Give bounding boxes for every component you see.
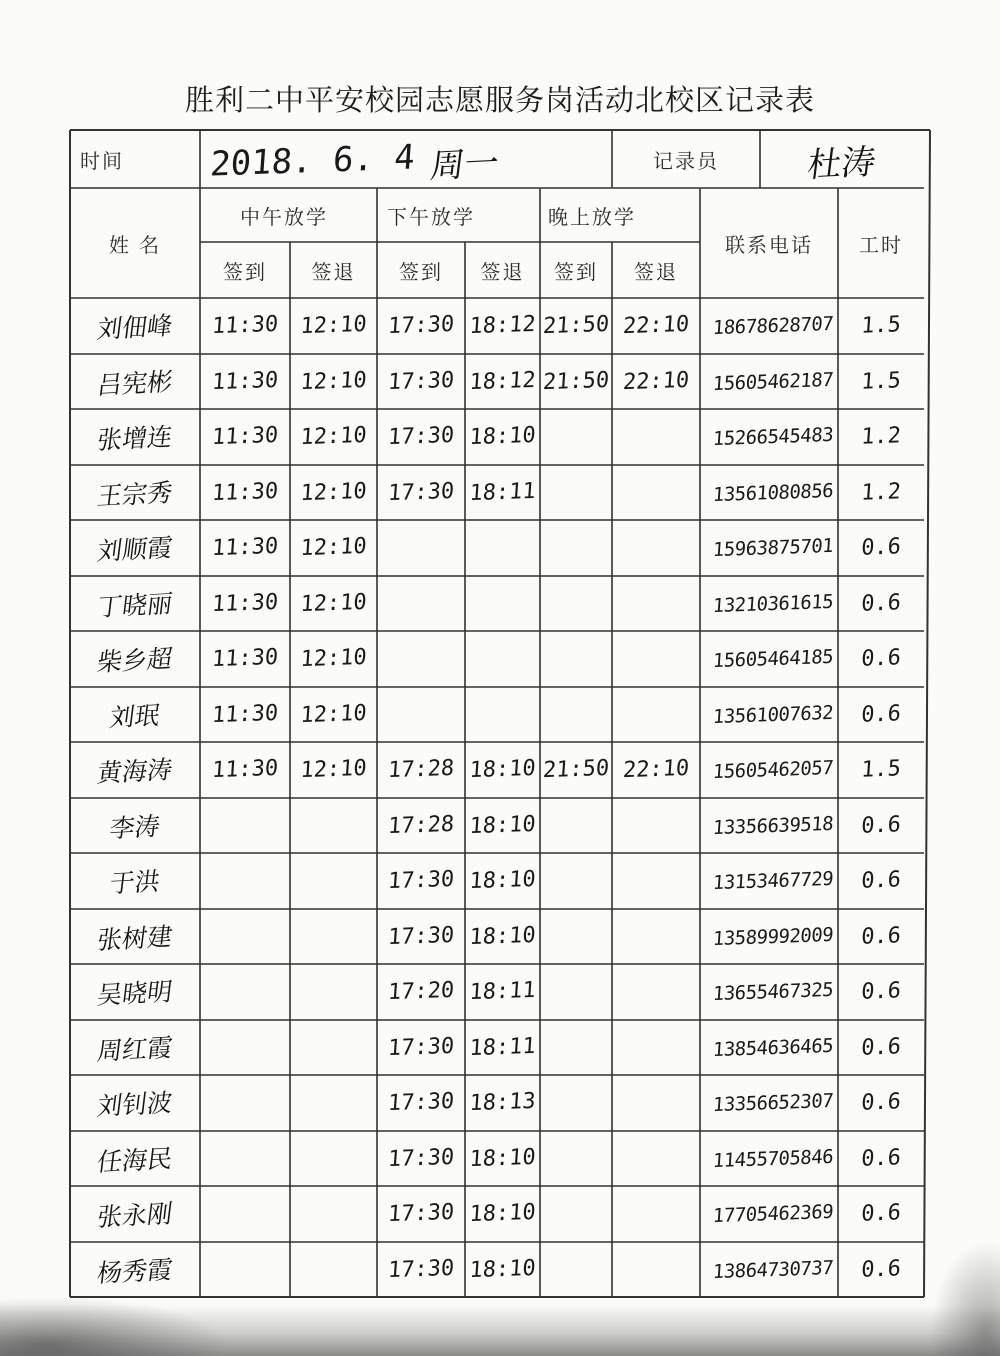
cell-time: 11:30 xyxy=(211,589,279,617)
cell-time: 21:50 xyxy=(542,312,610,340)
cell-name: 张树建 xyxy=(95,921,175,955)
cell-phone: 13561007632 xyxy=(712,701,834,728)
cell-time: 18:10 xyxy=(468,922,537,950)
cell-time: 18:10 xyxy=(468,1144,537,1172)
cell-time: 12:10 xyxy=(299,756,368,784)
column-sign-in: 签到 xyxy=(223,259,267,284)
cell-phone: 15605462057 xyxy=(712,756,834,783)
cell-phone: 15605464185 xyxy=(712,645,834,672)
cell-name: 刘珉 xyxy=(108,699,162,732)
cell-name: 刘钊波 xyxy=(95,1087,175,1121)
cell-name: 吴晓明 xyxy=(95,976,175,1010)
cell-time: 11:30 xyxy=(211,645,279,673)
cell-time: 22:10 xyxy=(622,312,690,340)
cell-time: 11:30 xyxy=(211,367,279,395)
cell-name: 李涛 xyxy=(108,810,162,843)
column-sign-out: 签退 xyxy=(634,259,678,284)
cell-time: 17:30 xyxy=(387,1144,455,1172)
cell-phone: 13356639518 xyxy=(712,812,834,839)
column-sign-out: 签退 xyxy=(480,259,525,284)
cell-hours: 0.6 xyxy=(860,867,902,894)
cell-time: 17:28 xyxy=(387,756,455,784)
column-hours: 工时 xyxy=(859,232,903,257)
cell-name: 黄海涛 xyxy=(95,754,175,788)
cell-hours: 0.6 xyxy=(860,978,902,1005)
cell-phone: 11455705846 xyxy=(712,1145,834,1172)
cell-name: 吕宪彬 xyxy=(95,366,175,400)
recorder-label: 记录员 xyxy=(653,148,719,173)
cell-time: 12:10 xyxy=(299,645,368,673)
cell-time: 12:10 xyxy=(299,534,368,562)
cell-hours: 1.2 xyxy=(860,479,902,506)
cell-time: 22:10 xyxy=(622,367,690,395)
cell-time: 21:50 xyxy=(542,367,610,395)
cell-name: 刘顺霞 xyxy=(95,532,175,566)
cell-hours: 0.6 xyxy=(860,590,902,617)
cell-time: 17:28 xyxy=(387,811,455,839)
cell-name: 丁晓丽 xyxy=(95,588,175,622)
cell-phone: 13655467325 xyxy=(712,978,834,1005)
cell-time: 11:30 xyxy=(211,700,279,728)
cell-time: 12:10 xyxy=(299,589,368,617)
cell-hours: 1.2 xyxy=(860,423,902,450)
column-noon: 中午放学 xyxy=(240,204,328,229)
cell-time: 18:11 xyxy=(468,978,537,1006)
cell-time: 17:30 xyxy=(387,1089,455,1117)
recorder-value: 杜涛 xyxy=(805,141,878,186)
cell-time: 12:10 xyxy=(299,478,368,506)
cell-time: 11:30 xyxy=(211,312,279,340)
column-evening: 晚上放学 xyxy=(548,204,636,229)
cell-phone: 13864730737 xyxy=(712,1256,834,1283)
cell-phone: 13561080856 xyxy=(712,479,834,506)
column-sign-in: 签到 xyxy=(554,259,598,284)
cell-time: 12:10 xyxy=(299,367,368,395)
cell-phone: 15266545483 xyxy=(712,423,834,450)
date-value: 2018. 6. 4 xyxy=(208,137,417,185)
cell-time: 18:10 xyxy=(468,867,537,895)
column-sign-out: 签退 xyxy=(311,259,356,284)
cell-hours: 0.6 xyxy=(860,1200,902,1227)
cell-time: 17:30 xyxy=(387,1255,455,1283)
cell-phone: 13153467729 xyxy=(712,867,834,894)
cell-time: 11:30 xyxy=(211,534,279,562)
cell-time: 12:10 xyxy=(299,312,368,340)
cell-time: 18:10 xyxy=(468,1255,537,1283)
cell-time: 12:10 xyxy=(299,423,368,451)
cell-time: 12:10 xyxy=(299,700,368,728)
column-afternoon: 下午放学 xyxy=(387,204,475,229)
cell-hours: 0.6 xyxy=(860,645,902,672)
cell-phone: 15605462187 xyxy=(712,368,834,395)
cell-hours: 0.6 xyxy=(860,701,902,728)
cell-time: 18:10 xyxy=(468,1200,537,1228)
cell-name: 任海民 xyxy=(95,1143,175,1177)
cell-time: 18:12 xyxy=(468,312,537,340)
cell-time: 17:30 xyxy=(387,478,455,506)
cell-name: 张增连 xyxy=(95,421,175,455)
cell-time: 17:30 xyxy=(387,423,455,451)
cell-time: 17:30 xyxy=(387,922,455,950)
cell-time: 18:12 xyxy=(468,367,537,395)
cell-phone: 17705462369 xyxy=(712,1200,834,1227)
cell-hours: 0.6 xyxy=(860,1145,902,1172)
cell-hours: 0.6 xyxy=(860,812,902,839)
cell-name: 刘佃峰 xyxy=(95,310,175,344)
cell-name: 于洪 xyxy=(108,866,162,899)
cell-time: 18:13 xyxy=(468,1089,537,1117)
time-label: 时间 xyxy=(80,148,124,173)
cell-phone: 13210361615 xyxy=(712,590,834,617)
form-title: 胜利二中平安校园志愿服务岗活动北校区记录表 xyxy=(184,83,815,117)
cell-time: 17:30 xyxy=(387,312,455,340)
weekday-value: 周一 xyxy=(428,142,501,187)
cell-time: 22:10 xyxy=(622,756,690,784)
cell-time: 11:30 xyxy=(211,756,279,784)
column-sign-in: 签到 xyxy=(399,259,443,284)
cell-time: 18:10 xyxy=(468,756,537,784)
cell-time: 11:30 xyxy=(211,478,279,506)
cell-time: 18:10 xyxy=(468,423,537,451)
cell-time: 18:11 xyxy=(468,1033,537,1061)
cell-name: 杨秀霞 xyxy=(95,1254,175,1288)
cell-time: 17:30 xyxy=(387,1200,455,1228)
cell-time: 11:30 xyxy=(211,423,279,451)
cell-time: 21:50 xyxy=(542,756,610,784)
cell-name: 张永刚 xyxy=(95,1198,175,1232)
cell-time: 17:30 xyxy=(387,867,455,895)
cell-phone: 15963875701 xyxy=(712,534,834,561)
cell-name: 柴乡超 xyxy=(95,643,175,677)
cell-hours: 0.6 xyxy=(860,923,902,950)
cell-phone: 18678628707 xyxy=(712,312,834,339)
cell-hours: 0.6 xyxy=(860,1256,902,1283)
cell-hours: 1.5 xyxy=(860,312,902,339)
cell-phone: 13356652307 xyxy=(712,1089,834,1116)
scan-shadow-right xyxy=(930,1240,1000,1356)
cell-hours: 1.5 xyxy=(860,756,902,783)
scan-shadow-left xyxy=(0,1296,230,1356)
cell-name: 王宗秀 xyxy=(95,477,175,511)
column-name: 姓 名 xyxy=(108,232,162,257)
cell-phone: 13854636465 xyxy=(712,1034,834,1061)
cell-name: 周红霞 xyxy=(95,1032,175,1066)
cell-hours: 1.5 xyxy=(860,368,902,395)
cell-time: 17:30 xyxy=(387,1033,455,1061)
column-phone: 联系电话 xyxy=(725,232,813,257)
cell-time: 18:10 xyxy=(468,811,537,839)
cell-time: 17:30 xyxy=(387,367,455,395)
cell-hours: 0.6 xyxy=(860,1089,902,1116)
cell-time: 17:20 xyxy=(387,978,455,1006)
cell-time: 18:11 xyxy=(468,478,537,506)
cell-hours: 0.6 xyxy=(860,1034,902,1061)
cell-hours: 0.6 xyxy=(860,534,902,561)
cell-phone: 13589992009 xyxy=(712,923,834,950)
